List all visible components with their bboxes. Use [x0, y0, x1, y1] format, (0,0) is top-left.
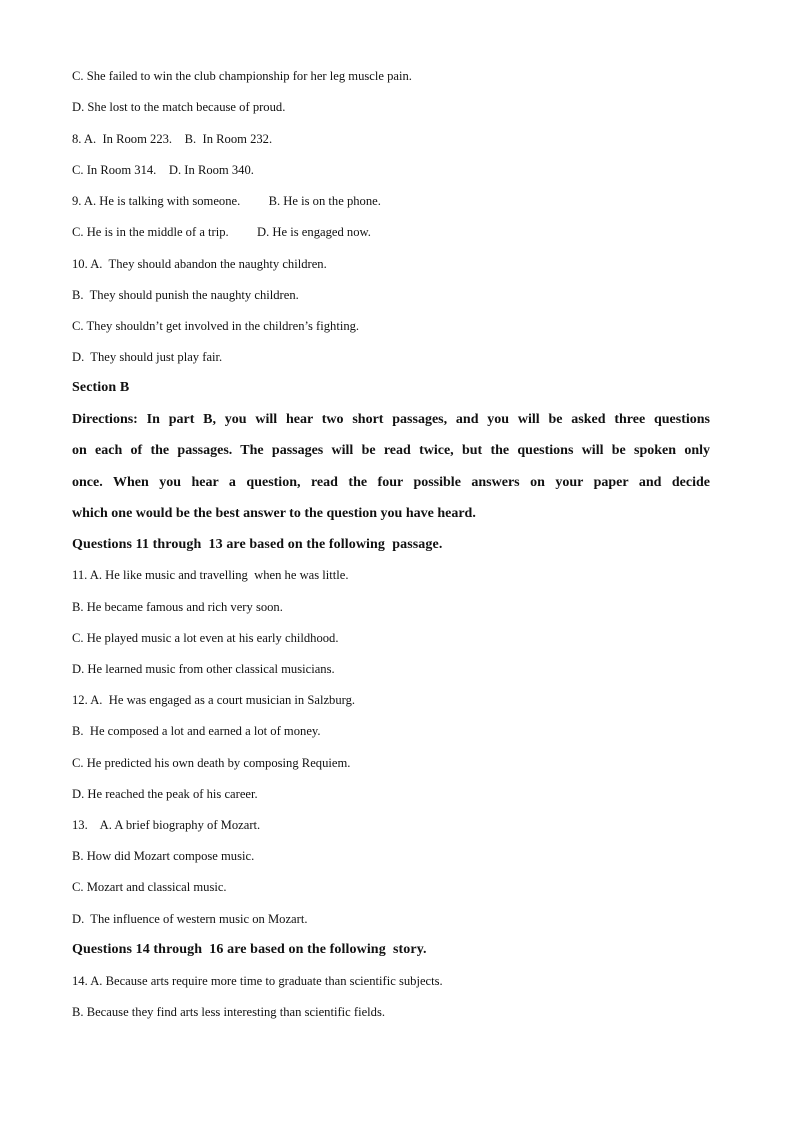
questions-14-16-heading: Questions 14 through 16 are based on the following story.: [72, 942, 427, 957]
option-11a: 11. A. He like music and travelling when he was little.: [72, 568, 349, 582]
option-14a: 14. A. Because arts require more time to graduate than scientific subjects.: [72, 974, 443, 988]
option-10d: D. They should just play fair.: [72, 350, 223, 364]
option-10c: C. They shouldn’t get involved in the children’s fighting.: [72, 319, 360, 333]
question-9-options-ab: 9. A. He is talking with someone. B. He is on the phone.: [72, 194, 381, 208]
directions-line-4: which one would be the best answer to the question you have heard.: [72, 506, 476, 521]
option-13b: B. How did Mozart compose music.: [72, 849, 255, 863]
option-10a: 10. A. They should abandon the naughty children.: [72, 257, 327, 271]
option-13c: C. Mozart and classical music.: [72, 880, 227, 894]
directions-line-3: once. When you hear a question, read the four possible answers on your paper and decide: [72, 475, 710, 490]
directions-line-1: Directions: In part B, you will hear two short passages, and you will be asked three questions: [72, 412, 710, 427]
option-11b: B. He became famous and rich very soon.: [72, 600, 283, 614]
option-12b: B. He composed a lot and earned a lot of money.: [72, 724, 321, 738]
option-7d: D. She lost to the match because of proud.: [72, 100, 286, 114]
directions-line-2: on each of the passages. The passages will be read twice, but the questions will be spoken only: [72, 443, 710, 458]
option-11d: D. He learned music from other classical musicians.: [72, 662, 335, 676]
option-12a: 12. A. He was engaged as a court musician in Salzburg.: [72, 693, 356, 707]
questions-11-13-heading: Questions 11 through 13 are based on the following passage.: [72, 537, 443, 552]
option-12d: D. He reached the peak of his career.: [72, 787, 258, 801]
question-8-options-cd: C. In Room 314. D. In Room 340.: [72, 163, 254, 177]
option-12c: C. He predicted his own death by composing Requiem.: [72, 756, 351, 770]
option-7c: C. She failed to win the club championship for her leg muscle pain.: [72, 69, 412, 83]
option-11c: C. He played music a lot even at his early childhood.: [72, 631, 339, 645]
option-13a: 13. A. A brief biography of Mozart.: [72, 818, 261, 832]
question-8-options-ab: 8. A. In Room 223. B. In Room 232.: [72, 132, 273, 146]
question-9-options-cd: C. He is in the middle of a trip. D. He is engaged now.: [72, 225, 371, 239]
section-b-heading: Section B: [72, 380, 130, 395]
option-14b: B. Because they find arts less interesting than scientific fields.: [72, 1005, 386, 1019]
option-13d: D. The influence of western music on Mozart.: [72, 912, 308, 926]
option-10b: B. They should punish the naughty children.: [72, 288, 299, 302]
